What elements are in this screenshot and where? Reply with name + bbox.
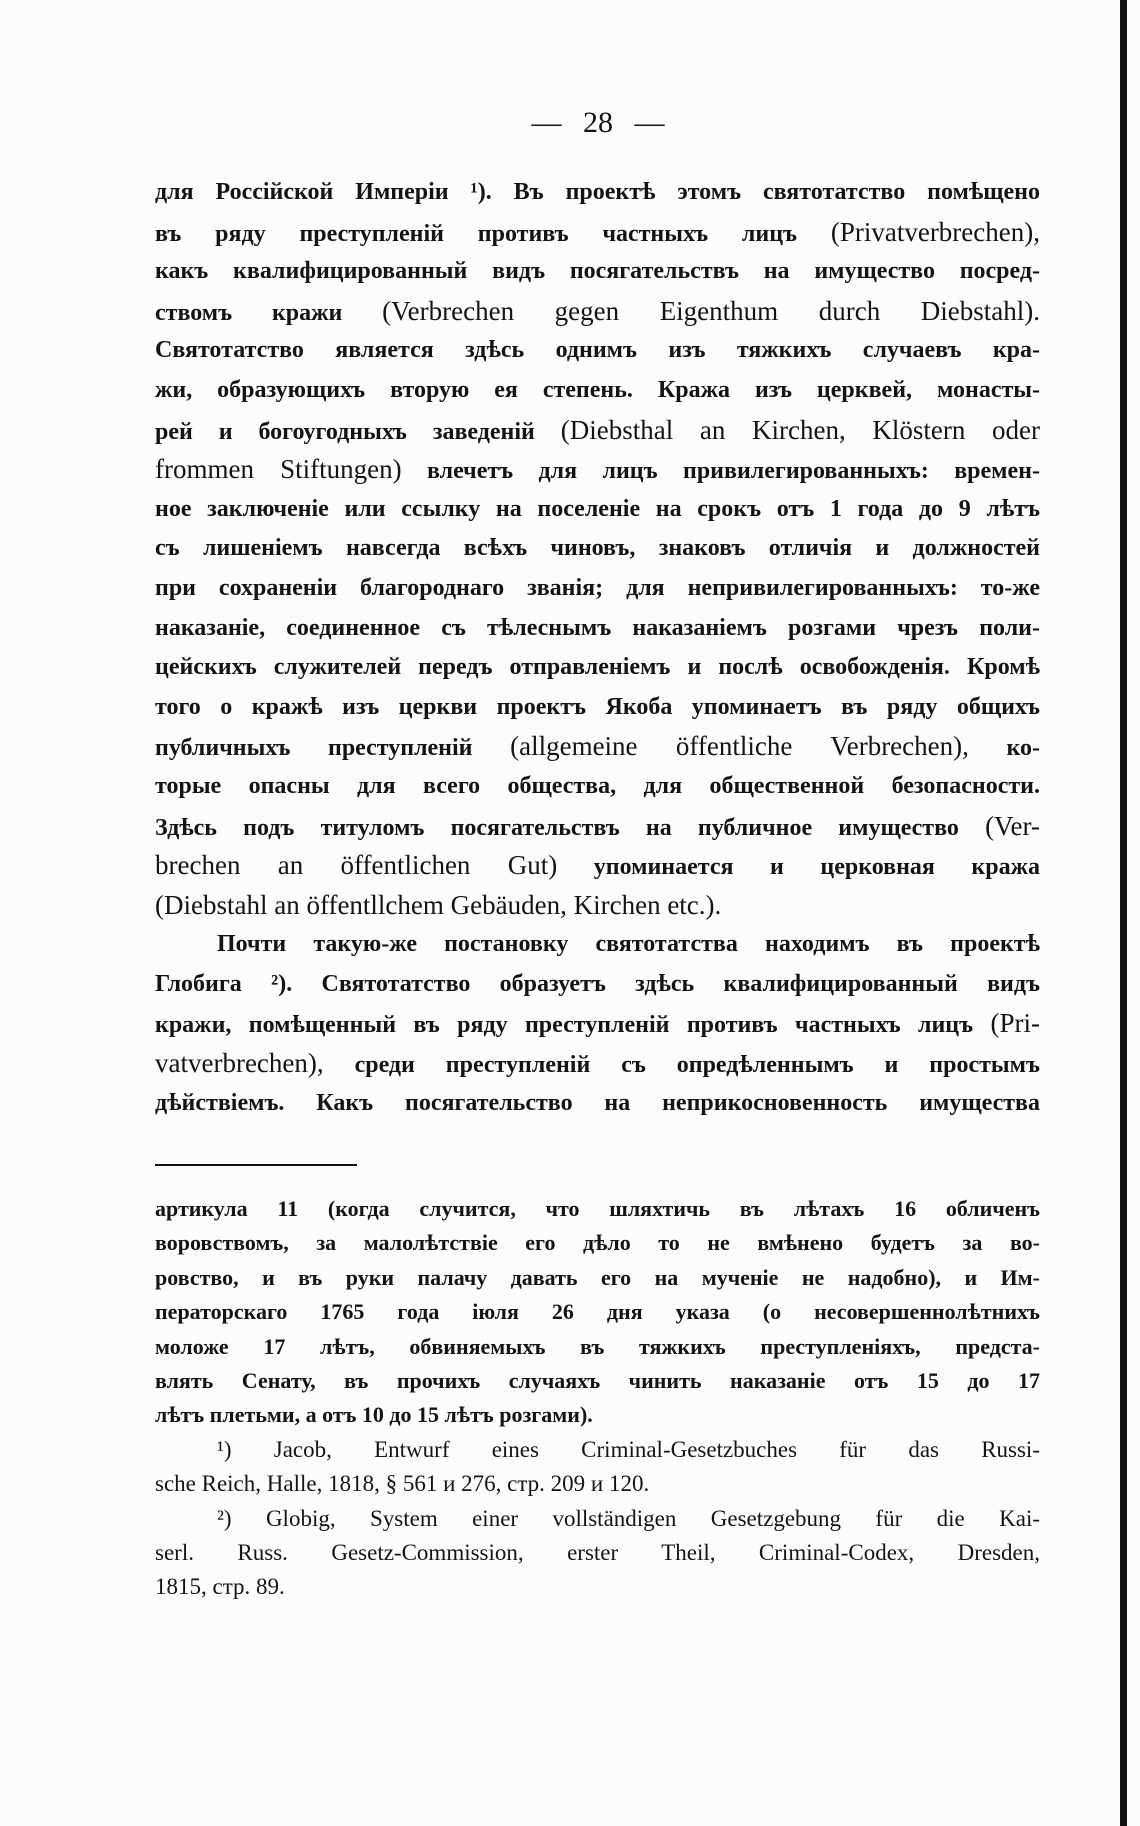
body-line: съ лишеніемъ навсегда всѣхъ чиновъ, знаковъ отличія и должностей — [155, 535, 1040, 562]
footnote-line: 1815, стр. 89. — [155, 1574, 285, 1600]
text-segment: среди преступленій съ опредѣленнымъ и простымъ — [323, 1052, 1040, 1079]
body-line: какъ квалифицированный видъ посягательствъ на имущество посред- — [155, 258, 1040, 285]
text-segment: рей и богоугодныхъ заведеній — [155, 418, 561, 445]
text-segment: влечетъ для лицъ привилегированныхъ: времен- — [401, 458, 1040, 485]
body-line — [155, 450, 1040, 490]
body-line-paragraph-start: Почти такую-же постановку святотатства находимъ въ проектѣ — [217, 931, 1040, 958]
footnote-line: serl. Russ. Gesetz-Commission, erster Theil, Criminal-Codex, Dresden, — [155, 1539, 1040, 1565]
foreign-term: (Privatverbrechen), — [830, 216, 1040, 247]
text-segment: упоминается и церковная кража — [557, 854, 1041, 881]
body-line: при сохраненіи благороднаго званія; для непривилегированныхъ: то-же — [155, 574, 1040, 601]
text-segment: публичныхъ преступленій — [155, 735, 511, 762]
body-line — [155, 846, 1040, 886]
body-line — [155, 213, 1040, 253]
text-segment: ствомъ кражи — [155, 299, 383, 326]
main-text — [155, 173, 1040, 1123]
body-line — [155, 1004, 1040, 1044]
footnote-rule — [155, 1164, 357, 1166]
footnote-line: ровство, и въ руки палачу давать его на мученіе не надобно), и Им- — [155, 1264, 1040, 1290]
footnote-line: лѣтъ плетьми, а отъ 10 до 15 лѣтъ розгами). — [155, 1402, 593, 1428]
foreign-term: frommen Stiftungen) — [155, 454, 402, 485]
page-number: — 28 — — [531, 106, 665, 139]
body-line — [155, 1044, 1040, 1084]
text-segment: Здѣсь подъ титуломъ посягательствъ на публичное имущество — [155, 814, 986, 841]
foreign-term: (Pri- — [990, 1008, 1040, 1039]
foreign-term: (Verbrechen gegen Eigenthum durch Diebstahl). — [382, 295, 1041, 326]
footnotes — [155, 1192, 1040, 1605]
text-segment: ко- — [968, 735, 1040, 762]
text-segment: въ ряду преступленій противъ частныхъ лицъ — [155, 220, 831, 247]
body-line: для Россійской Имперіи ¹). Въ проектѣ этомъ святотатство помѣщено — [155, 179, 1040, 205]
body-line: торые опасны для всего общества, для общественной безопасности. — [155, 772, 1040, 799]
body-line: цейскихъ служителей передъ отправленіемъ и послѣ освобожденія. Кромѣ — [155, 654, 1040, 681]
body-line: дѣйствіемъ. Какъ посягательство на неприкосновенность имущества — [155, 1089, 1040, 1116]
footnote-1: ¹) Jacob, Entwurf eines Criminal-Gesetzbuches für das Russi- — [217, 1436, 1040, 1462]
foreign-term: (Diebsthal an Kirchen, Klöstern oder — [560, 414, 1040, 445]
body-line — [155, 411, 1040, 451]
body-line — [155, 807, 1040, 847]
body-line — [155, 727, 1040, 767]
foreign-term: (Diebstahl an öffentllchem Gebäuden, Kirchen etc.). — [155, 889, 722, 920]
footnote-line: моложе 17 лѣтъ, обвиняемыхъ въ тяжкихъ преступленіяхъ, предста- — [155, 1333, 1040, 1359]
footnote-2: ²) Globig, System einer vollständigen Gesetzgebung für die Kai- — [217, 1505, 1040, 1531]
body-line: ное заключеніе или ссылку на поселеніе на срокъ отъ 1 года до 9 лѣтъ — [155, 495, 1040, 522]
body-line: того о кражѣ изъ церкви проектъ Якоба упоминаетъ въ ряду общихъ — [155, 693, 1040, 720]
body-line — [155, 292, 1040, 332]
foreign-term: (Ver- — [985, 810, 1040, 841]
foreign-term: (allgemeine öffentliche Verbrechen), — [510, 731, 969, 762]
foreign-term: vatverbrechen), — [155, 1048, 324, 1079]
page-edge-bar — [1120, 0, 1127, 1826]
foreign-term: brechen an öffentlichen Gut) — [155, 850, 558, 881]
body-line: наказаніе, соединенное съ тѣлеснымъ наказаніемъ розгами чрезъ поли- — [155, 614, 1040, 641]
body-line: Святотатство является здѣсь однимъ изъ тяжкихъ случаевъ кра- — [155, 337, 1040, 364]
text-segment: кражи, помѣщенный въ ряду преступленій противъ частныхъ лицъ — [155, 1012, 991, 1039]
body-line: жи, образующихъ вторую ея степень. Кража изъ церквей, монасты- — [155, 376, 1040, 403]
footnote-line: воровствомъ, за малолѣтствіе его дѣло то не вмѣнено будетъ за во- — [155, 1230, 1040, 1256]
footnote-line: ператорскаго 1765 года іюля 26 дня указа (о несовершеннолѣтнихъ — [155, 1299, 1040, 1325]
footnote-line: влять Сенату, въ прочихъ случаяхъ чинить наказаніе отъ 15 до 17 — [155, 1367, 1040, 1393]
footnote-line: sche Reich, Halle, 1818, § 561 и 276, стр. 209 и 120. — [155, 1471, 650, 1497]
body-line: Глобига ²). Святотатство образуетъ здѣсь квалифицированный видъ — [155, 970, 1040, 997]
footnote-line: артикула 11 (когда случится, что шляхтичь въ лѣтахъ 16 обличенъ — [155, 1196, 1040, 1221]
body-line-paragraph-end — [155, 886, 1040, 926]
